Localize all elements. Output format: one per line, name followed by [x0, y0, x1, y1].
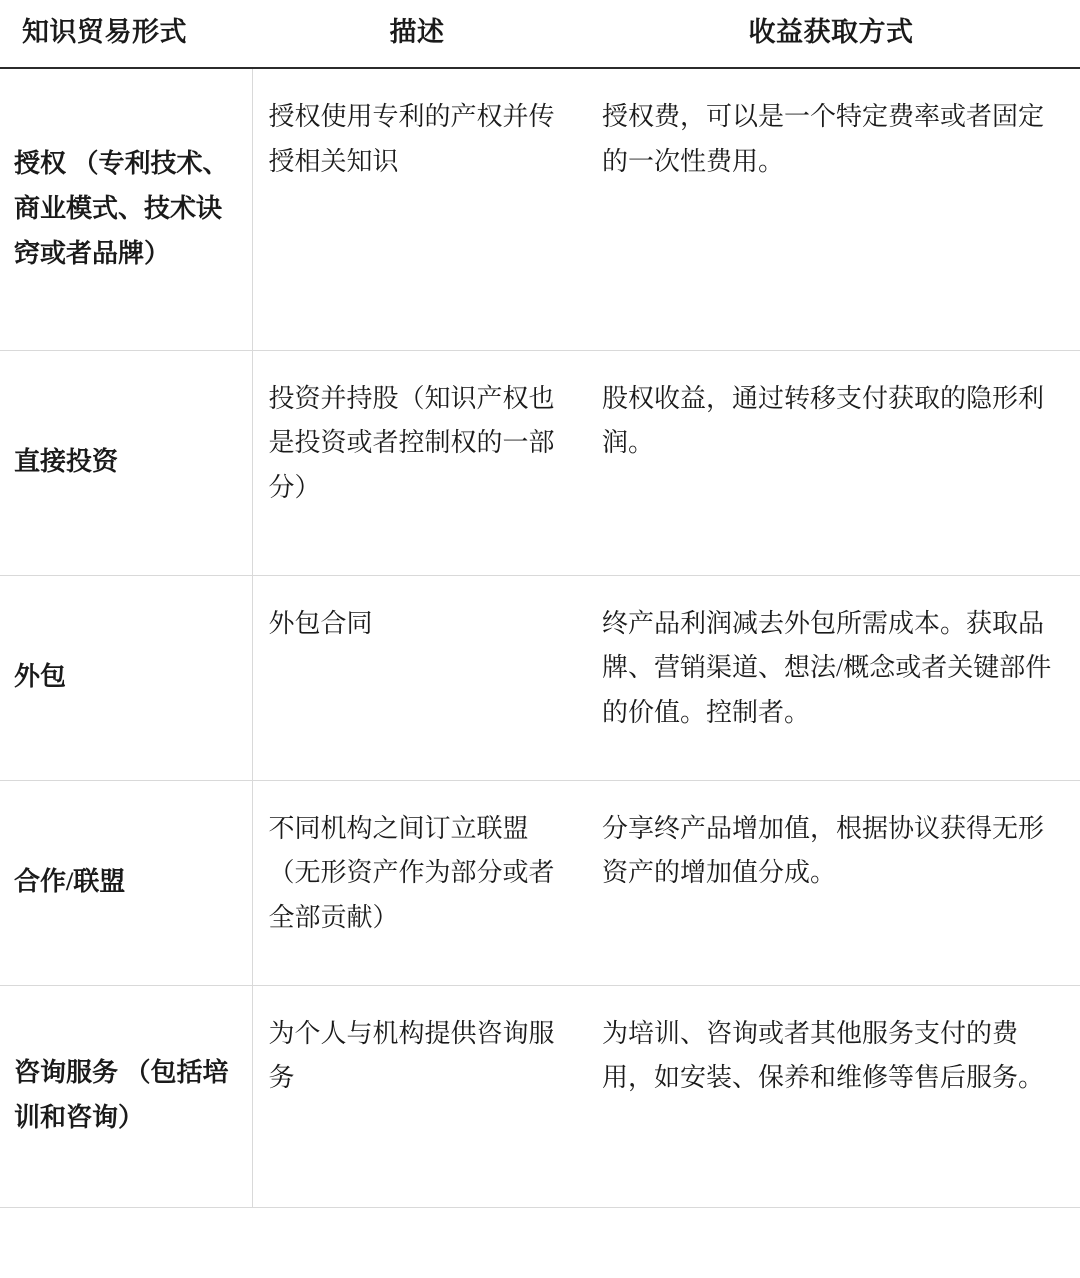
cell-form-direct-investment: 直接投资: [0, 350, 252, 575]
cell-form-consulting: 咨询服务 （包括培训和咨询）: [0, 985, 252, 1207]
cell-revenue-direct-investment: 股权收益，通过转移支付获取的隐形利润。: [582, 350, 1080, 575]
cell-revenue-alliance: 分享终产品增加值，根据协议获得无形资产的增加值分成。: [582, 780, 1080, 985]
cell-revenue-licensing: 授权费，可以是一个特定费率或者固定的一次性费用。: [582, 68, 1080, 350]
column-header-revenue: 收益获取方式: [582, 0, 1080, 68]
cell-form-licensing: 授权 （专利技术、商业模式、技术诀窍或者品牌）: [0, 68, 252, 350]
table-row: [0, 780, 1080, 985]
table-body: [0, 68, 1080, 1207]
cell-description-consulting: 为个人与机构提供咨询服务: [252, 985, 582, 1207]
table-row: [0, 985, 1080, 1207]
table-row: [0, 68, 1080, 350]
column-header-description: 描述: [252, 0, 582, 68]
table-row: [0, 575, 1080, 780]
cell-revenue-outsourcing: 终产品利润减去外包所需成本。获取品牌、营销渠道、想法/概念或者关键部件的价值。控制者。: [582, 575, 1080, 780]
cell-form-outsourcing: 外包: [0, 575, 252, 780]
table-header-row: [0, 0, 1080, 68]
bottom-spacer: [0, 1208, 1080, 1278]
column-header-form: 知识贸易形式: [0, 0, 252, 68]
cell-description-licensing: 授权使用专利的产权并传授相关知识: [252, 68, 582, 350]
cell-description-alliance: 不同机构之间订立联盟（无形资产作为部分或者全部贡献）: [252, 780, 582, 985]
cell-form-alliance: 合作/联盟: [0, 780, 252, 985]
table-header: [0, 0, 1080, 68]
table-row: [0, 350, 1080, 575]
cell-revenue-consulting: 为培训、咨询或者其他服务支付的费用，如安装、保养和维修等售后服务。: [582, 985, 1080, 1207]
cell-description-outsourcing: 外包合同: [252, 575, 582, 780]
cell-description-direct-investment: 投资并持股（知识产权也是投资或者控制权的一部分）: [252, 350, 582, 575]
